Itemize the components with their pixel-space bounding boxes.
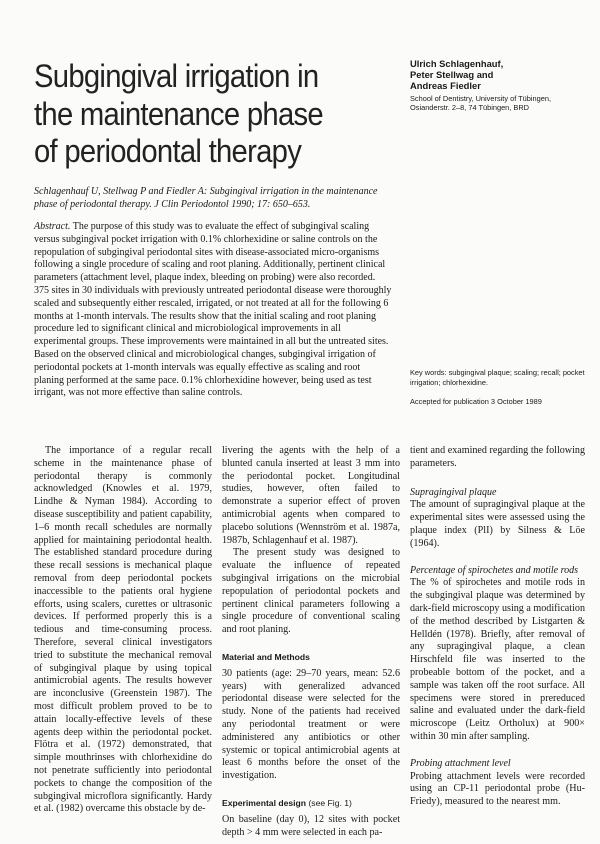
body-paragraph: The importance of a regular recall scheme in the maintenance phase of periodontal therapy is commonly acknowledged (Knowles et al. 1979, Lindhe & Nyman 1984). According to disease susceptibility and patient capability, 1–6 month recall schedules are normally applied for maintaining periodontal health. The established standard procedure during these recall sessions is mechanical plaque removal from deep periodontal pockets inaccessible to the patients oral hygiene efforts, using scalers, curettes or ultrasonic devices. If performed properly this is a tedious and time-consuming process. Therefore, several clinical investigators tried to substitute the mechanical removal of subgingival plaque by using topical antimicrobial agents. The results however are inconclusive (Greenstein 1987). The most difficult problem proved to be to attain locally-effective levels of these agents deep within the periodontal pocket. Flötra et al. (1972) demonstrated, that simple mouthrinses with chlorhexidine do not penetrate sufficiently into periodontal pockets to change the composition of the subgingival microflora significantly. Hardy et al. (1982) overcame this obstacle by de- bbox=[34, 445, 212, 815]
subsection-heading: Percentage of spirochetes and motile rods bbox=[410, 564, 579, 576]
body-paragraph: The amount of supragingival plaque at the experimental sites were assessed using the plaque index (PlI) by Silness & Löe (1964). bbox=[410, 499, 585, 549]
body-paragraph: Probing attachment levels were recorded using an CP-11 periodontal probe (Hu-Friedy), measured to the nearest mm. bbox=[410, 770, 585, 808]
subsection-heading: Supragingival plaque bbox=[410, 486, 497, 498]
accepted-date: Accepted for publication 3 October 1989 bbox=[410, 397, 542, 406]
body-paragraph: The % of spirochetes and motile rods in the subgingival plaque was determined by dark-field microscopy using a modification of the method described by Listgarten & Helldén (1978). Briefly, after removal of any supragingival plaque, a clean Hirschfeld file was inserted to the probeable bottom of the pocket, and a sample was taken off the root surface. All specimens were stored in prereduced saline and evaluated under the dark-field microscope (Leitz Ortholux) at 900× within 30 min after sampling. bbox=[410, 577, 585, 742]
keywords: Key words: subgingival plaque; scaling; recall; pocket irrigation; chlorhexidine. bbox=[410, 368, 585, 387]
article-title: Subgingival irrigation in the maintenance phase of periodontal therapy bbox=[34, 58, 323, 169]
subsection-heading-text: Experimental design bbox=[222, 797, 307, 808]
body-paragraph: tient and examined regarding the following parameters. bbox=[410, 445, 585, 469]
body-column-2 bbox=[222, 445, 400, 839]
subsection-heading: Probing attachment level bbox=[410, 757, 511, 769]
body-column-3 bbox=[410, 445, 585, 809]
body-paragraph: 30 patients (age: 29–70 years, mean: 52.6 years) with generalized advanced periodontal disease were selected for the study. None of the patients had received any periodontal treatment or were administered any antibiotics or other systemic or topical antimicrobial agents at least 6 months before the onset of the investigation. bbox=[222, 667, 400, 782]
abstract-label: Abstract. bbox=[34, 221, 71, 232]
body-paragraph: livering the agents with the help of a blunted canula inserted at least 3 mm into the periodontal pocket. Longitudinal studies, however, often failed to demonstrate a superior effect of proven antimicrobial agents when compared to placebo solutions (Wennström et al. 1987a, 1987b, Schlagenhauf et al. 1987). bbox=[222, 445, 400, 546]
abstract-text: The purpose of this study was to evaluate the effect of subgingival scaling versus subgingival pocket irrigation with 0.1% chlorhexidine or saline controls on the repopulation of subgingival periodontal sites with disease-associated micro-organisms following a single procedure of scaling and root planing. Additionally, pertinent clinical parameters (attachment level, plaque index, bleeding on probing) were also recorded. 375 sites in 30 individuals with previously untreated periodontal disease were thoroughly scaled and subsequently either rescaled, irrigated, or not treated at all for the following 6 months at 1-month intervals. The results show that the initial scaling and root planing procedure led to significant clinical and microbiological improvements in all experimental groups. These improvements were maintained in all but the untreated sites. Based on the observed clinical and microbiological changes, subgingival irrigation of periodontal pockets at 1-month intervals was equally effective as scaling and root planing performed at the same pace. 0.1% chlorhexidine however, being used as test irrigant, was not more effective than saline controls. bbox=[34, 221, 392, 399]
abstract bbox=[34, 221, 392, 400]
body-paragraph: The present study was designed to evaluate the influence of repeated subgingival irrigations on the microbial repopulation of periodontal pockets and pertinent clinical parameters following a single procedure of conventional scaling and root planing. bbox=[222, 547, 400, 636]
subsection-heading bbox=[222, 797, 400, 810]
figure-reference: (see Fig. 1) bbox=[306, 797, 352, 808]
author-list: Ulrich Schlagenhauf, Peter Stellwag and Andreas Fiedler bbox=[410, 58, 504, 91]
body-paragraph: On baseline (day 0), 12 sites with pocket depth > 4 mm were selected in each pa- bbox=[222, 813, 400, 838]
affiliation: School of Dentistry, University of Tübingen, Osianderstr. 2–8, 74 Tübingen, BRD bbox=[410, 94, 552, 112]
body-column-1 bbox=[34, 445, 212, 816]
citation: Schlagenhauf U, Stellwag P and Fiedler A: Subgingival irrigation in the maintenance phase of periodontal therapy. J Clin Periodontol 1990; 17: 650–653. bbox=[34, 186, 378, 210]
section-heading: Material and Methods bbox=[222, 651, 310, 662]
